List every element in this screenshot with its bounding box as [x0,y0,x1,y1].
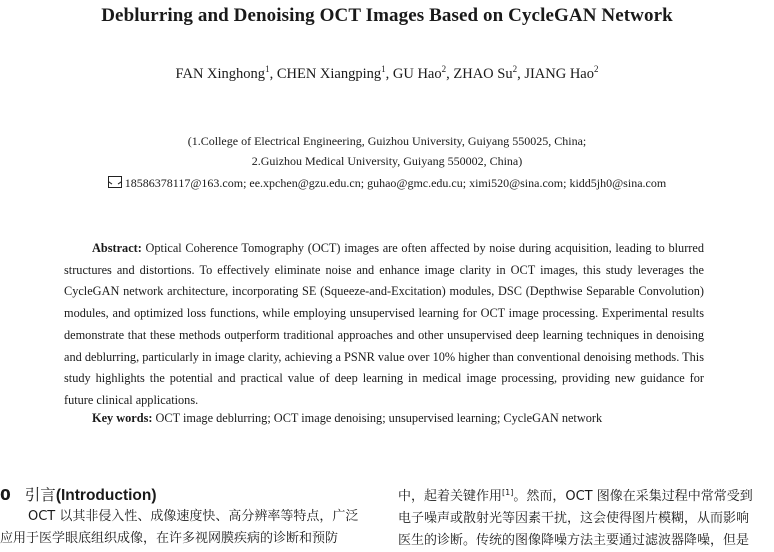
body-text: 。然而，OCT 图像在采集过程中常常受到 [513,489,753,504]
body-line [398,482,770,508]
section-title-en: (Introduction) [55,487,157,504]
body-line: 医生的诊断。传统的图像降噪方法主要通过滤波器降噪，但是 [398,533,750,548]
author-name: ZHAO Su [453,66,513,82]
affiliation-line-2: 2.Guizhou Medical University, Guiyang 550002, China) [251,154,523,168]
paper-title: Deblurring and Denoising OCT Images Based on CycleGAN Network [101,5,673,26]
envelope-icon [108,176,122,188]
email-line [0,176,774,191]
abstract-text: Optical Coherence Tomography (OCT) images are often affected by noise during acquisition, leading to blurred structures and distortions. To effectively eliminate noise and enhance image clarity in OCT images, this study leverages the CycleGAN network architecture, incorporating SE (Squeeze-and-Excitation) modules, DSC (Depthwise Separable Convolution) modules, and optimized loss functions, while employing unsupervised learning for OCT image processing. Experimental results demonstrate that these methods outperform traditional approaches and other unsupervised deep learning techniques in denoising and deblurring, particularly in image clarity, achieving a PSNR value over 10% higher than conventional denoising methods. This study highlights the potential and practical value of deep learning in medical image processing, providing new guidance for future clinical applications. [64,241,704,407]
keywords-label: Key words: [92,411,153,425]
body-text: 中，起着关键作用 [398,489,503,504]
abstract-label: Abstract: [92,241,142,255]
section-heading [0,483,157,505]
affiliation-marker: 2 [594,64,599,74]
keywords-text: OCT image deblurring; OCT image denoising; unsupervised learning; CycleGAN network [155,411,603,425]
keywords [92,411,712,426]
affiliation-line-1: (1.College of Electrical Engineering, Guizhou University, Guiyang 550025, China; [187,134,587,148]
author-name: JIANG Hao [524,66,594,82]
section-title-cn: 引言 [24,486,56,504]
body-column-right [398,482,770,552]
section-number: 0 [0,486,11,504]
author-list: FAN Xinghong$^1$, CHEN Xiangping$^1$, GU Hao$^2$, ZHAO Su$^2$, JIANG Hao$^2$ [175,64,599,82]
body-line: 应用于医学眼底组织成像，在许多视网膜疾病的诊断和预防 [0,531,339,546]
author-name: CHEN Xiangping [276,66,382,82]
body-line: 电子噪声或散射光等因素干扰，这会使得图片模糊，从而影响 [398,511,750,526]
affiliation-marker: 2 [441,64,447,74]
citation-marker[interactable]: [1] [502,488,514,497]
affiliation-marker: 1 [265,64,270,74]
affiliation-marker: 1 [381,64,386,74]
email-addresses: 18586378117@163.com; ee.xpchen@gzu.edu.cn; guhao@gmc.edu.cu; ximi520@sina.com; kidd5jh0@sina.com [124,176,667,190]
body-line: OCT 以其非侵入性、成像速度快、高分辨率等特点，广泛 [28,509,359,524]
affiliation-marker: 2 [512,64,518,74]
author-name: GU Hao [392,66,442,82]
author-name: FAN Xinghong [175,66,266,82]
abstract [64,238,704,412]
body-column-left [0,506,372,550]
